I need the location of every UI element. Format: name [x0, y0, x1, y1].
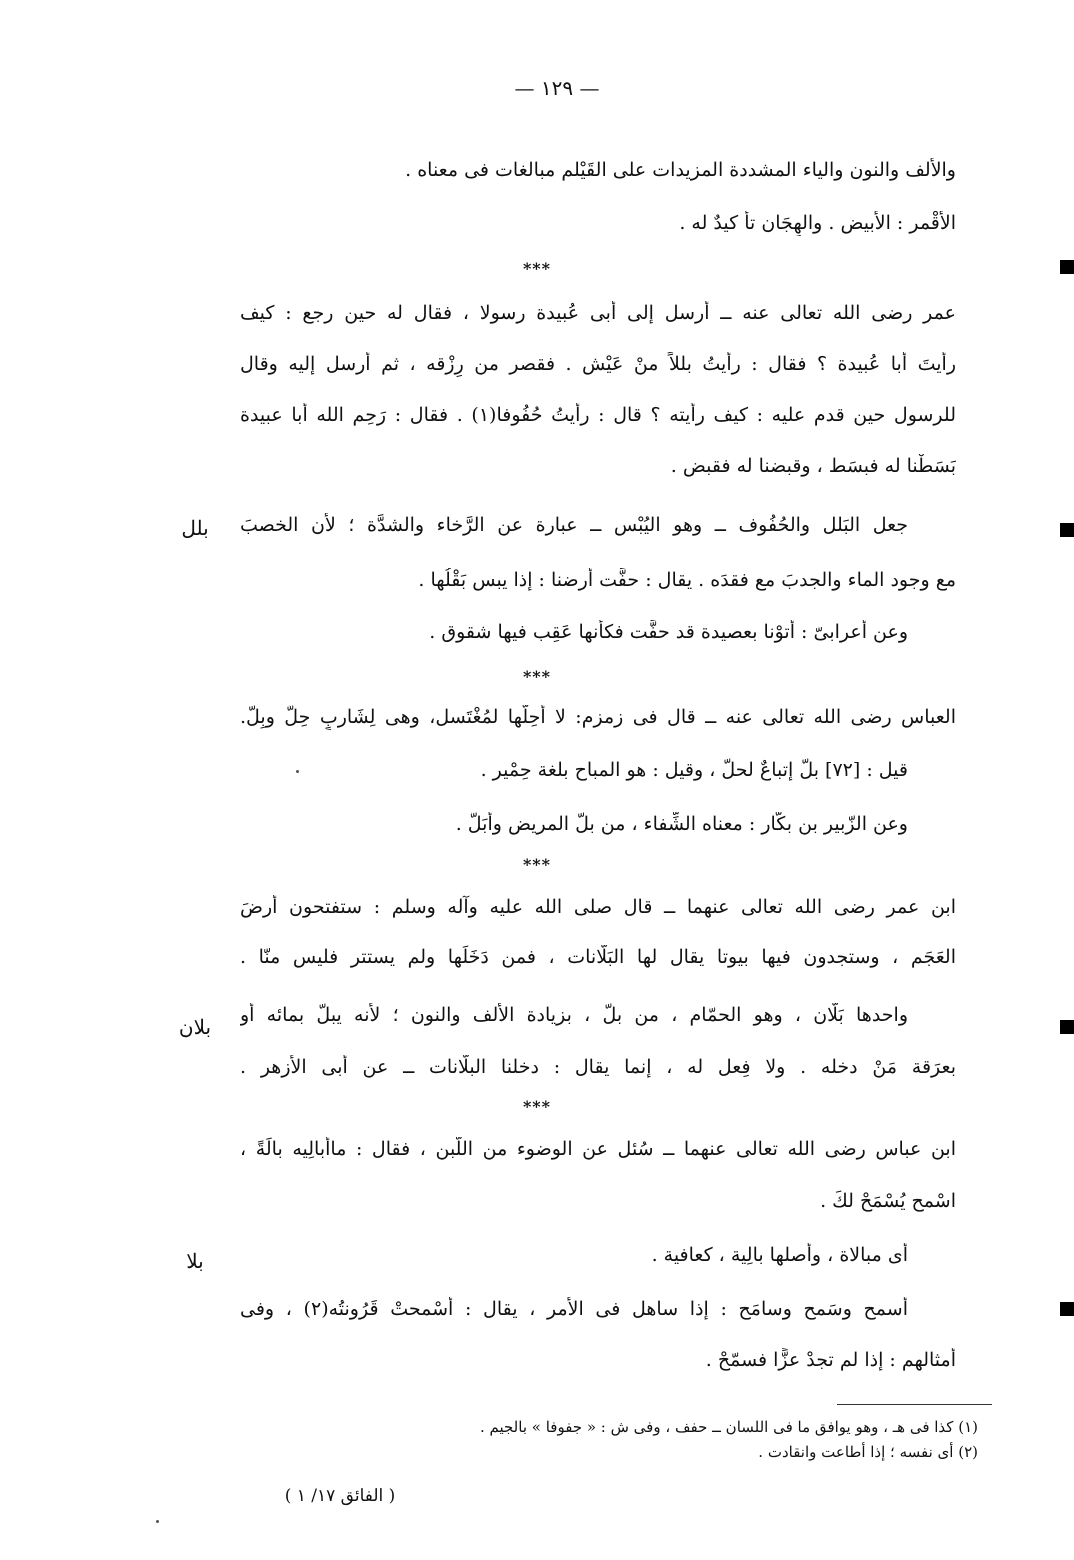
text-line: بعرَقة مَنْ دخله . ولا فِعل له ، إنما يقال : دخلنا البلّانات ــ عن أبى الأزهر .	[240, 1056, 956, 1078]
text-line: العباس رضى الله تعالى عنه ــ قال فى زمزم: لا أُحِلُّها لمُغْتَسل، وهى لِشَاربٍ حِلٌّ وبِلّ.	[240, 706, 956, 728]
scan-speck	[296, 770, 299, 773]
text-line: وعن أعرابىّ : أتوْنا بعصيدة قد حفَّت فكأنها عَقِب فيها شقوق .	[429, 621, 908, 643]
footnote: (٢) أى نفسه ؛ إذا أطاعت وانقادت .	[758, 1443, 978, 1461]
text-line: رأيتَ أبا عُبيدة ؟ فقال : رأيتُ بللاً منْ عَيْش . فقصر من رِزْقه ، ثم أرسل إليه وقال	[240, 353, 956, 375]
text-line: مع وجود الماء والجدبَ مع فقدَه . يقال : حفَّت أرضنا : إذا يبس بَقْلُها .	[418, 569, 956, 591]
text-line: اسْمح يُسْمَحْ لكَ .	[820, 1190, 956, 1212]
signature-mark: ( الفائق ١٧/ ١ )	[284, 1486, 396, 1506]
text-line: العَجَم ، وستجدون فيها بيوتا يقال لها البَلّانات ، فمن دَخَلَها ولم يستتر فليس منّا .	[240, 946, 956, 968]
text-line: أَسمح وسَمح وسامَح : إذا ساهل فى الأمر ، يقال : أسْمحتْ قَرُونتُه(٢) ، وفى	[240, 1298, 908, 1320]
text-line: ابن عمر رضى الله تعالى عنهما ــ قال صلى الله عليه وآله وسلم : ستفتحون أرضَ	[240, 896, 956, 918]
edge-mark	[1060, 1302, 1074, 1316]
margin-keyword: بلا	[186, 1249, 204, 1273]
text-line: بَسَطْنا له فبسَط ، وقبضنا له فقبض .	[670, 455, 956, 477]
section-separator: ***	[522, 667, 552, 686]
text-line: أى مبالاة ، وأصلها بالِية ، كعافية .	[651, 1244, 908, 1266]
text-line: وعن الزّبير بن بكّار : معناه الشِّفاء ، من بلّ المريض وأبَلَّ .	[455, 813, 908, 835]
text-line: والألف والنون والياء المشددة المزيدات على القَيْلم مبالغات فى معناه .	[405, 159, 956, 181]
text-line: قيل : [٧٢] بلّ إتباعٌ لحلّ ، وقيل : هو المباح بلغة حِمْير .	[480, 759, 908, 781]
edge-mark	[1060, 260, 1074, 274]
section-separator: ***	[522, 1097, 552, 1116]
text-line: واحدها بَلّان ، وهو الحمّام ، من بلّ ، بزيادة الألف والنون ؛ لأنه يبلّ بمائه أو	[240, 1004, 908, 1026]
section-separator: ***	[522, 855, 552, 874]
footnote-rule	[837, 1404, 992, 1405]
section-separator: ***	[522, 259, 552, 278]
text-line: للرسول حين قدم عليه : كيف رأيته ؟ قال : رأيتُ حُفُوفا(١) . فقال : رَحِم الله أبا عبيدة	[240, 404, 956, 426]
page-number-header: — ١٢٩ —	[514, 76, 600, 100]
text-line: جعل البَلل والحُفُوف ــ وهو اليُبْس ــ عبارة عن الرَّخاء والشدَّة ؛ لأن الخصبَ	[240, 514, 908, 536]
text-line: الأَقْمر : الأبيض . والهِجَان تأْ كيدٌ له .	[679, 212, 956, 234]
text-line: عمر رضى الله تعالى عنه ــ أرسل إلى أبى عُبيدة رسولا ، فقال له حين رجع : كيف	[240, 302, 956, 324]
text-line: أمثالهم : إذا لم تجدْ عزًّا فسمّحْ .	[705, 1349, 956, 1371]
edge-mark	[1060, 1020, 1074, 1034]
margin-keyword: بلان	[178, 1015, 212, 1039]
margin-keyword: بلل	[181, 516, 209, 540]
footnote: (١) كذا فى هـ ، وهو يوافق ما فى اللسان ــ حفف ، وفى ش : « جفوفا » بالجيم .	[479, 1418, 978, 1436]
edge-mark	[1060, 523, 1074, 537]
scan-speck	[156, 1520, 159, 1523]
text-line: ابن عباس رضى الله تعالى عنهما ــ سُئل عن الوضوء من اللّبن ، فقال : ماأبالِيه بالَةً ،	[240, 1138, 956, 1160]
